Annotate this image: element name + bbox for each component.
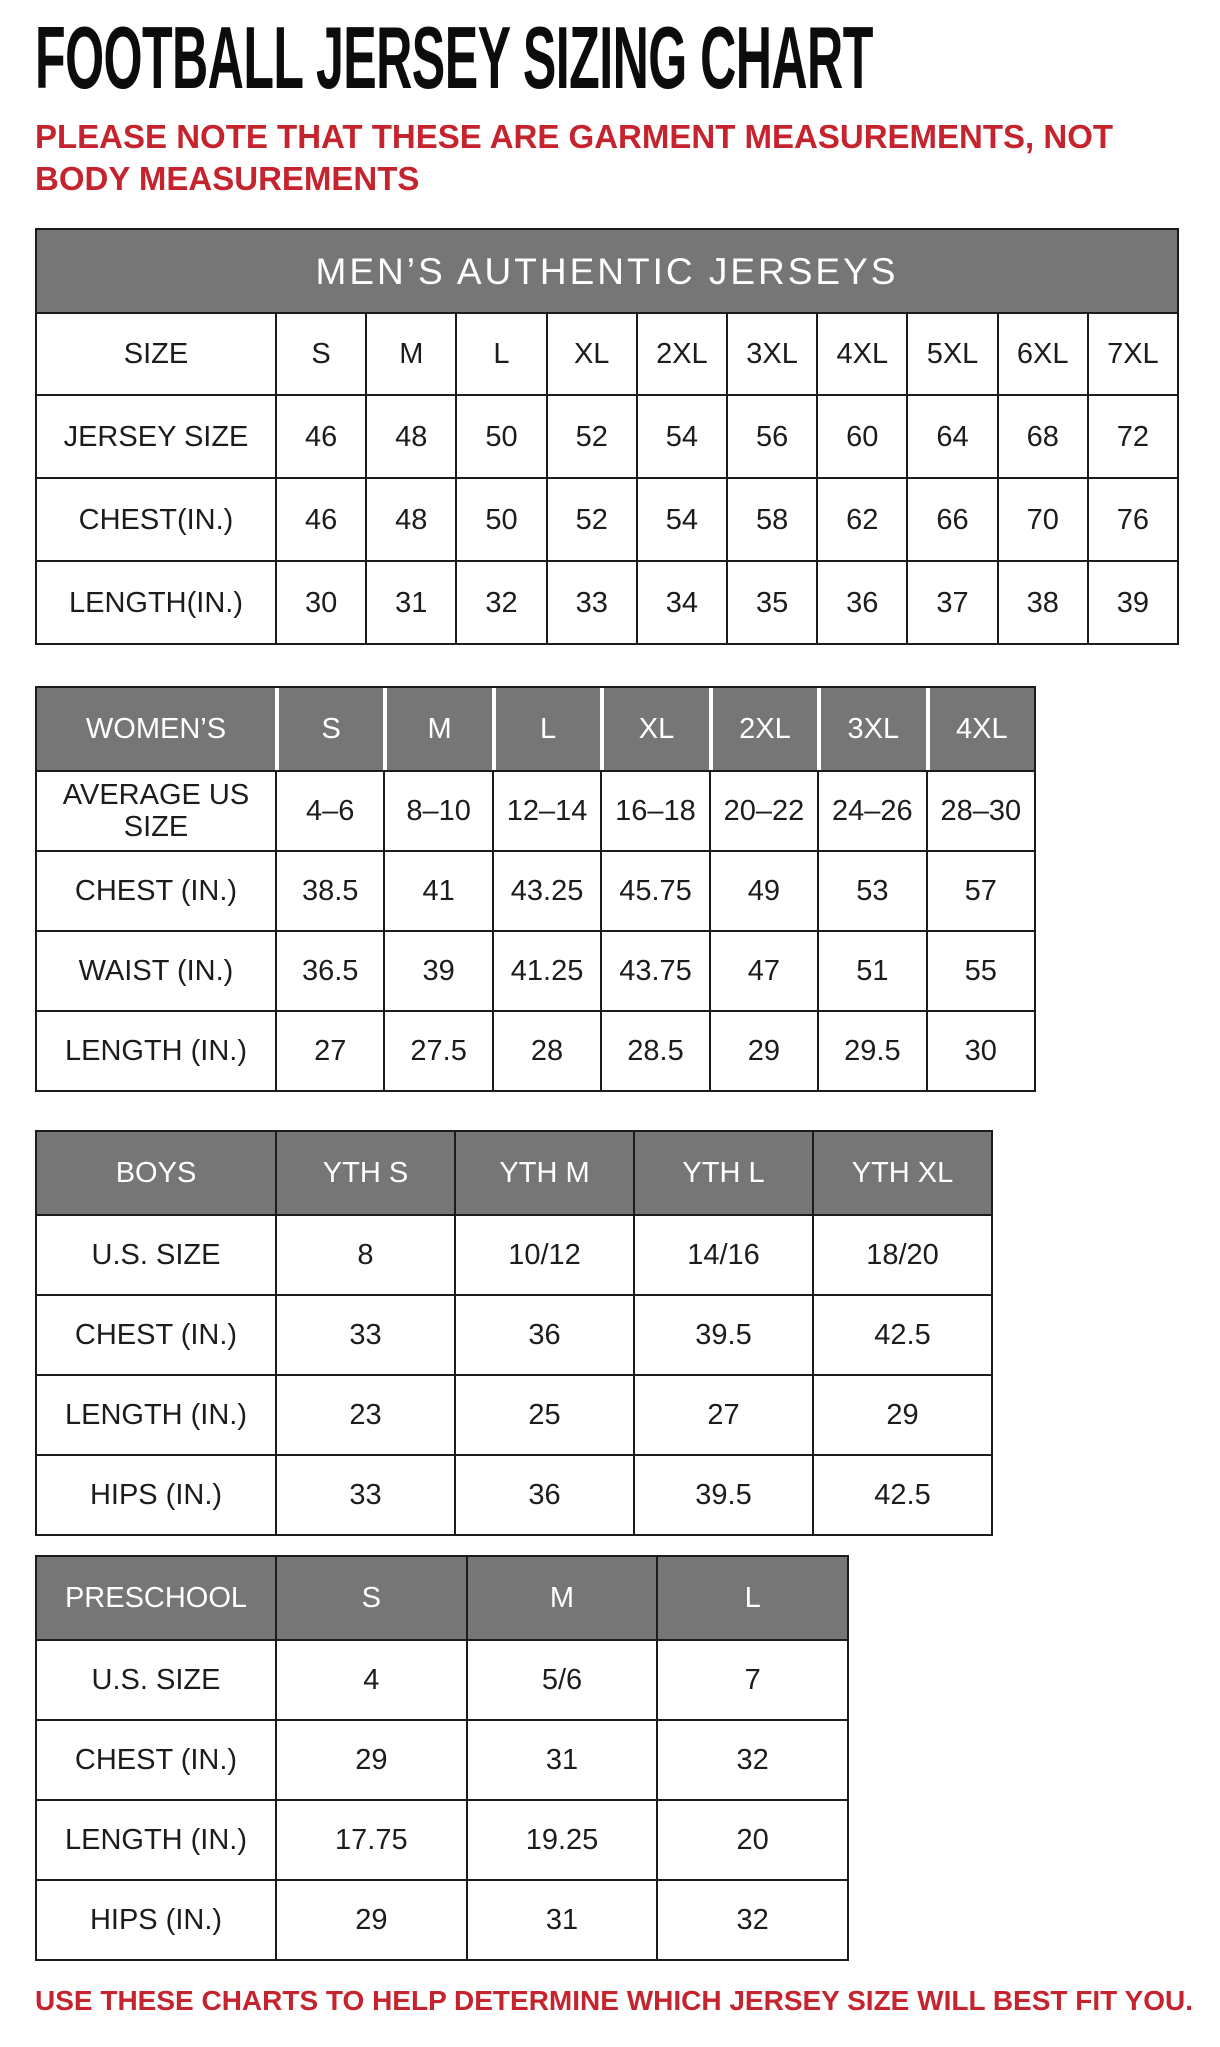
row-label-cell: JERSEY SIZE <box>37 394 275 477</box>
value-cell: 33 <box>275 1294 454 1374</box>
value-cell: 29 <box>275 1719 466 1799</box>
table-header-row <box>37 688 1034 770</box>
value-cell: 14/16 <box>633 1214 812 1294</box>
value-cell: 33 <box>275 1454 454 1534</box>
value-cell: 28 <box>492 1010 600 1090</box>
value-cell: 19.25 <box>466 1799 657 1879</box>
value-cell: 48 <box>365 477 455 560</box>
value-cell: 46 <box>275 394 365 477</box>
value-cell: 36 <box>816 560 906 643</box>
table-row <box>37 770 1034 850</box>
value-cell: 32 <box>455 560 545 643</box>
value-cell: 32 <box>656 1719 847 1799</box>
table-corner-cell: WOMEN’S <box>37 688 275 770</box>
header-cell: YTH S <box>275 1132 454 1214</box>
header-cell: L <box>455 312 545 394</box>
table-row <box>37 1639 847 1719</box>
value-cell: 30 <box>926 1010 1034 1090</box>
value-cell: 56 <box>726 394 816 477</box>
value-cell: 25 <box>454 1374 633 1454</box>
garment-measurement-note: PLEASE NOTE THAT THESE ARE GARMENT MEASUREMENTS, NOT BODY MEASUREMENTS <box>35 118 1114 198</box>
value-cell: 17.75 <box>275 1799 466 1879</box>
table-corner-cell: BOYS <box>37 1132 275 1214</box>
value-cell: 57 <box>926 850 1034 930</box>
value-cell: 38 <box>997 560 1087 643</box>
value-cell: 5/6 <box>466 1639 657 1719</box>
row-label-cell: LENGTH (IN.) <box>37 1010 275 1090</box>
table-row <box>37 1374 991 1454</box>
value-cell: 39.5 <box>633 1294 812 1374</box>
header-cell: 7XL <box>1087 312 1177 394</box>
table-row <box>37 1799 847 1879</box>
value-cell: 36 <box>454 1454 633 1534</box>
row-label-cell: LENGTH (IN.) <box>37 1799 275 1879</box>
header-cell: M <box>365 312 455 394</box>
womens-table <box>35 686 1036 1092</box>
boys-table <box>35 1130 993 1536</box>
value-cell: 12–14 <box>492 770 600 850</box>
table-row <box>37 1719 847 1799</box>
table-row <box>37 394 1177 477</box>
value-cell: 55 <box>926 930 1034 1010</box>
value-cell: 24–26 <box>817 770 925 850</box>
value-cell: 43.75 <box>600 930 708 1010</box>
value-cell: 29 <box>709 1010 817 1090</box>
table-header-row <box>37 312 1177 394</box>
table-row <box>37 1214 991 1294</box>
value-cell: 68 <box>997 394 1087 477</box>
header-cell: 4XL <box>926 688 1034 770</box>
value-cell: 37 <box>906 560 996 643</box>
header-cell: XL <box>546 312 636 394</box>
header-cell: 5XL <box>906 312 996 394</box>
value-cell: 4 <box>275 1639 466 1719</box>
footer-note: USE THESE CHARTS TO HELP DETERMINE WHICH JERSEY SIZE WILL BEST FIT YOU. <box>35 1985 1193 2017</box>
value-cell: 42.5 <box>812 1454 991 1534</box>
page-title-wrap <box>35 14 1185 106</box>
value-cell: 39.5 <box>633 1454 812 1534</box>
row-label-cell: CHEST (IN.) <box>37 1294 275 1374</box>
value-cell: 49 <box>709 850 817 930</box>
header-cell: 3XL <box>817 688 925 770</box>
table-corner-cell: PRESCHOOL <box>37 1557 275 1639</box>
value-cell: 31 <box>365 560 455 643</box>
row-label-cell: U.S. SIZE <box>37 1214 275 1294</box>
row-label-cell: CHEST (IN.) <box>37 850 275 930</box>
value-cell: 54 <box>636 477 726 560</box>
header-cell: S <box>275 688 383 770</box>
value-cell: 20–22 <box>709 770 817 850</box>
value-cell: 27.5 <box>383 1010 491 1090</box>
value-cell: 10/12 <box>454 1214 633 1294</box>
value-cell: 28.5 <box>600 1010 708 1090</box>
value-cell: 52 <box>546 394 636 477</box>
value-cell: 51 <box>817 930 925 1010</box>
header-cell: YTH XL <box>812 1132 991 1214</box>
row-label-cell: LENGTH (IN.) <box>37 1374 275 1454</box>
table-row <box>37 1294 991 1374</box>
value-cell: 41 <box>383 850 491 930</box>
value-cell: 27 <box>633 1374 812 1454</box>
value-cell: 42.5 <box>812 1294 991 1374</box>
value-cell: 31 <box>466 1879 657 1959</box>
value-cell: 47 <box>709 930 817 1010</box>
value-cell: 38.5 <box>275 850 383 930</box>
value-cell: 23 <box>275 1374 454 1454</box>
value-cell: 7 <box>656 1639 847 1719</box>
value-cell: 60 <box>816 394 906 477</box>
header-cell: L <box>492 688 600 770</box>
table-corner-cell: SIZE <box>37 312 275 394</box>
value-cell: 35 <box>726 560 816 643</box>
value-cell: 33 <box>546 560 636 643</box>
row-label-cell: AVERAGE US SIZE <box>37 770 275 850</box>
preschool-table <box>35 1555 849 1961</box>
value-cell: 36.5 <box>275 930 383 1010</box>
row-label-cell: WAIST (IN.) <box>37 930 275 1010</box>
header-cell: L <box>656 1557 847 1639</box>
header-cell: 2XL <box>636 312 726 394</box>
mens-authentic-jerseys-table <box>35 228 1179 645</box>
page-title: FOOTBALL JERSEY SIZING CHART <box>35 14 873 106</box>
value-cell: 72 <box>1087 394 1177 477</box>
value-cell: 41.25 <box>492 930 600 1010</box>
value-cell: 66 <box>906 477 996 560</box>
value-cell: 52 <box>546 477 636 560</box>
table-header-row <box>37 1557 847 1639</box>
value-cell: 45.75 <box>600 850 708 930</box>
value-cell: 16–18 <box>600 770 708 850</box>
row-label-cell: HIPS (IN.) <box>37 1879 275 1959</box>
table-header-row <box>37 1132 991 1214</box>
value-cell: 29.5 <box>817 1010 925 1090</box>
table-row <box>37 1454 991 1534</box>
header-cell: 3XL <box>726 312 816 394</box>
value-cell: 62 <box>816 477 906 560</box>
value-cell: 4–6 <box>275 770 383 850</box>
row-label-cell: HIPS (IN.) <box>37 1454 275 1534</box>
value-cell: 70 <box>997 477 1087 560</box>
header-cell: 2XL <box>709 688 817 770</box>
value-cell: 39 <box>383 930 491 1010</box>
row-label-cell: LENGTH(IN.) <box>37 560 275 643</box>
value-cell: 18/20 <box>812 1214 991 1294</box>
header-cell: S <box>275 312 365 394</box>
value-cell: 39 <box>1087 560 1177 643</box>
table-row <box>37 477 1177 560</box>
value-cell: 43.25 <box>492 850 600 930</box>
header-cell: YTH M <box>454 1132 633 1214</box>
header-cell: YTH L <box>633 1132 812 1214</box>
value-cell: 36 <box>454 1294 633 1374</box>
value-cell: 8–10 <box>383 770 491 850</box>
table-banner-cell: MEN’S AUTHENTIC JERSEYS <box>37 230 1177 312</box>
header-cell: XL <box>600 688 708 770</box>
table-row <box>37 1879 847 1959</box>
value-cell: 53 <box>817 850 925 930</box>
value-cell: 58 <box>726 477 816 560</box>
value-cell: 76 <box>1087 477 1177 560</box>
header-cell: 6XL <box>997 312 1087 394</box>
value-cell: 34 <box>636 560 726 643</box>
row-label-cell: U.S. SIZE <box>37 1639 275 1719</box>
value-cell: 8 <box>275 1214 454 1294</box>
value-cell: 31 <box>466 1719 657 1799</box>
header-cell: S <box>275 1557 466 1639</box>
value-cell: 20 <box>656 1799 847 1879</box>
header-cell: M <box>383 688 491 770</box>
value-cell: 50 <box>455 394 545 477</box>
header-cell: M <box>466 1557 657 1639</box>
value-cell: 64 <box>906 394 996 477</box>
table-row <box>37 560 1177 643</box>
table-row <box>37 1010 1034 1090</box>
value-cell: 30 <box>275 560 365 643</box>
value-cell: 27 <box>275 1010 383 1090</box>
value-cell: 54 <box>636 394 726 477</box>
header-cell: 4XL <box>816 312 906 394</box>
value-cell: 32 <box>656 1879 847 1959</box>
row-label-cell: CHEST(IN.) <box>37 477 275 560</box>
row-label-cell: CHEST (IN.) <box>37 1719 275 1799</box>
table-row <box>37 850 1034 930</box>
table-banner-row <box>37 230 1177 312</box>
value-cell: 48 <box>365 394 455 477</box>
value-cell: 29 <box>812 1374 991 1454</box>
table-row <box>37 930 1034 1010</box>
value-cell: 46 <box>275 477 365 560</box>
value-cell: 28–30 <box>926 770 1034 850</box>
value-cell: 29 <box>275 1879 466 1959</box>
value-cell: 50 <box>455 477 545 560</box>
